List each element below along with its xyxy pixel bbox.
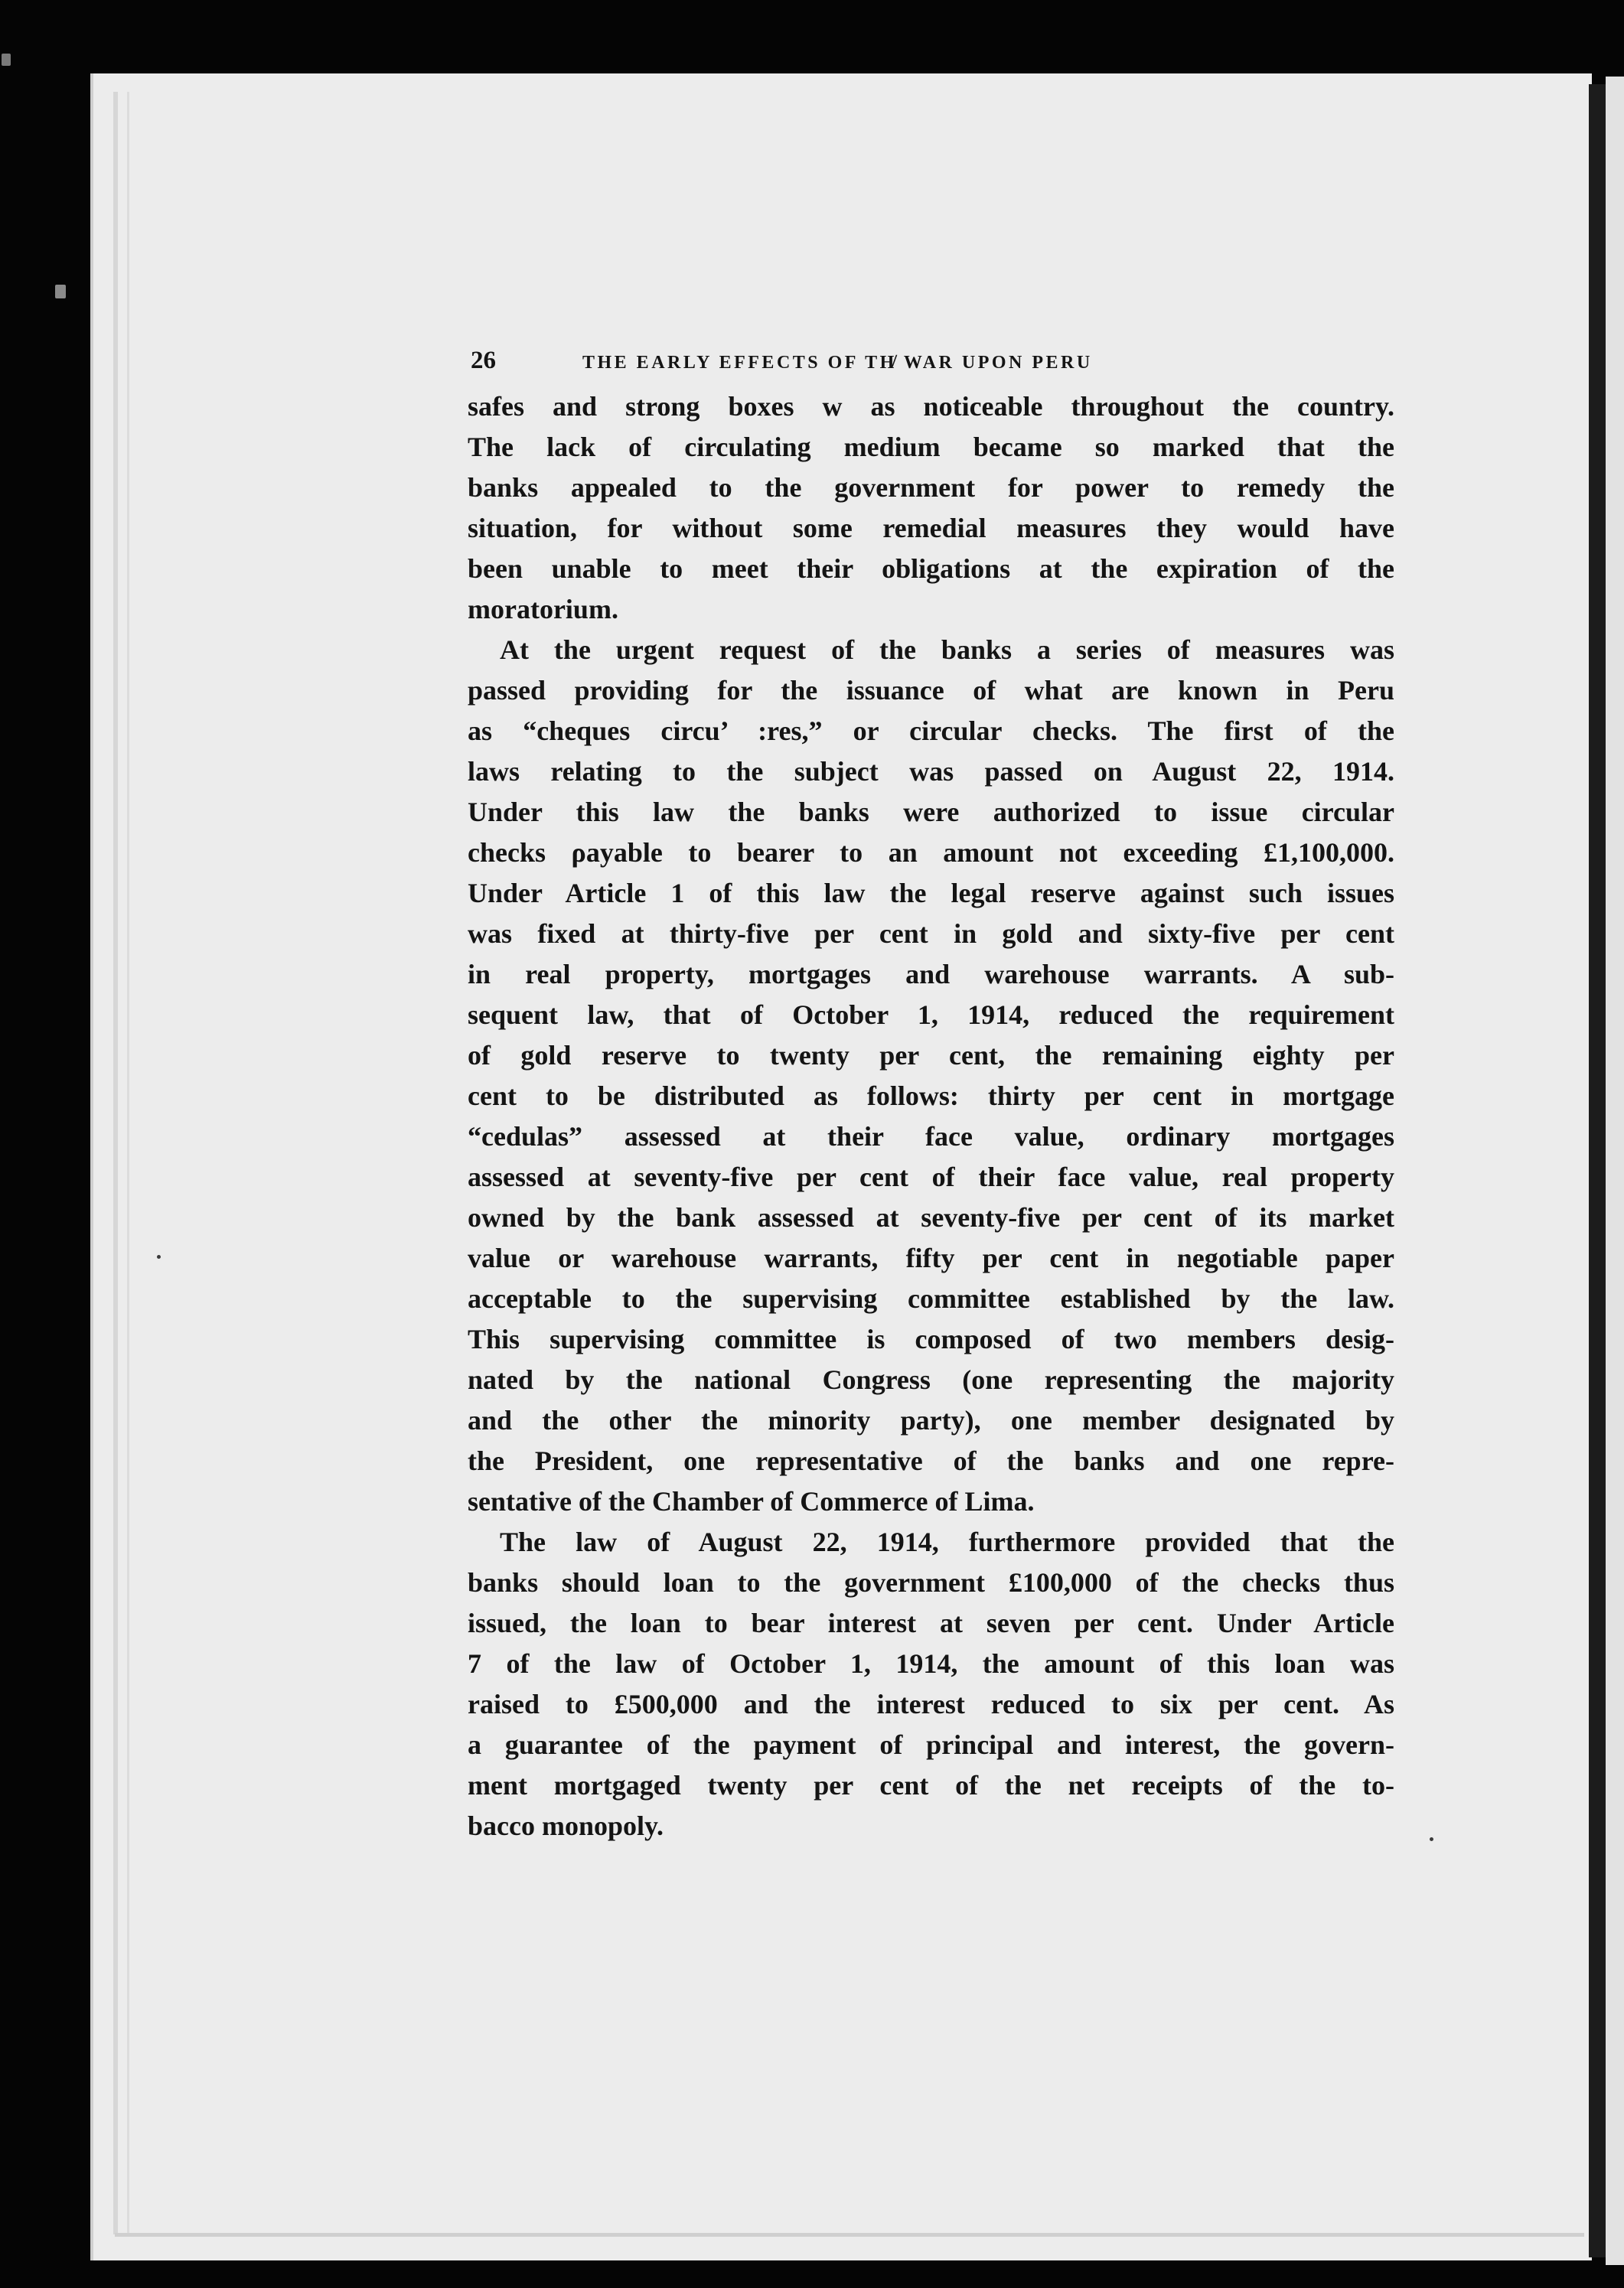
- scan-artifact: [2, 54, 11, 66]
- page-number: 26: [471, 347, 496, 374]
- text-line: At the urgent request of the banks a series of measures was: [500, 634, 1394, 665]
- running-title: THE EARLY EFFECTS OF TH̸ WAR UPON PERU: [582, 353, 1093, 373]
- text-line: checks ρayable to bearer to an amount not exceeding £1,100,000.: [468, 837, 1394, 868]
- text-line: passed providing for the issuance of what are known in Peru: [468, 675, 1394, 706]
- text-line: in real property, mortgages and warehouse warrants. A sub-: [468, 959, 1394, 989]
- text-line: The law of August 22, 1914, furthermore provided that the: [500, 1527, 1394, 1557]
- text-line: bacco monopoly.: [468, 1811, 664, 1841]
- page-edge-stripe: [115, 2233, 1584, 2237]
- text-line: acceptable to the supervising committee established by the law.: [468, 1283, 1394, 1314]
- paragraph: [468, 386, 1394, 630]
- text-line: The lack of circulating medium became so marked that the: [468, 432, 1394, 462]
- paragraph: [468, 630, 1394, 1522]
- text-line: situation, for without some remedial measures they would have: [468, 513, 1394, 543]
- text-line: as “cheques circu’ :res,” or circular checks. The first of the: [468, 715, 1394, 746]
- scan-artifact: [55, 285, 66, 298]
- page-edge-stripe: [127, 92, 129, 2234]
- text-line: the President, one representative of the banks and one repre-: [468, 1445, 1394, 1476]
- page-text: [468, 341, 1394, 1846]
- text-line: was fixed at thirty-five per cent in gold and sixty-five per cent: [468, 918, 1394, 949]
- scan-speck: [1430, 1837, 1433, 1841]
- text-line: cent to be distributed as follows: thirty per cent in mortgage: [468, 1080, 1394, 1111]
- text-line: nated by the national Congress (one representing the majority: [468, 1364, 1394, 1395]
- text-line: sequent law, that of October 1, 1914, reduced the requirement: [468, 999, 1394, 1030]
- body-text: [468, 386, 1394, 1846]
- text-line: ment mortgaged twenty per cent of the net receipts of the to-: [468, 1770, 1394, 1801]
- text-line: assessed at seventy-five per cent of their face value, real property: [468, 1162, 1394, 1192]
- text-line: owned by the bank assessed at seventy-five per cent of its market: [468, 1202, 1394, 1233]
- text-line: of gold reserve to twenty per cent, the remaining eighty per: [468, 1040, 1394, 1071]
- text-line: value or warehouse warrants, fifty per cent in negotiable paper: [468, 1243, 1394, 1273]
- text-line: moratorium.: [468, 594, 618, 624]
- running-head: [468, 341, 1394, 380]
- text-line: issued, the loan to bear interest at seven per cent. Under Article: [468, 1608, 1394, 1638]
- text-line: sentative of the Chamber of Commerce of Lima.: [468, 1486, 1035, 1517]
- text-line: banks appealed to the government for power to remedy the: [468, 472, 1394, 503]
- page-edge-stripe: [113, 92, 118, 2234]
- text-line: Under Article 1 of this law the legal reserve against such issues: [468, 878, 1394, 908]
- page-edge-shadow: [1589, 84, 1606, 2257]
- text-line: safes and strong boxes w as noticeable throughout the country.: [468, 391, 1394, 422]
- text-line: Under this law the banks were authorized to issue circular: [468, 797, 1394, 827]
- paragraph: [468, 1522, 1394, 1846]
- text-line: 7 of the law of October 1, 1914, the amount of this loan was: [468, 1648, 1394, 1679]
- scan-speck: [157, 1255, 161, 1259]
- text-line: “cedulas” assessed at their face value, ordinary mortgages: [468, 1121, 1394, 1152]
- text-line: a guarantee of the payment of principal and interest, the govern-: [468, 1729, 1394, 1760]
- page-edge-light: [1606, 77, 1624, 2265]
- text-line: and the other the minority party), one member designated by: [468, 1405, 1394, 1436]
- text-line: been unable to meet their obligations at the expiration of the: [468, 553, 1394, 584]
- text-line: banks should loan to the government £100,000 of the checks thus: [468, 1567, 1394, 1598]
- text-line: This supervising committee is composed of two members desig-: [468, 1324, 1394, 1354]
- text-line: raised to £500,000 and the interest reduced to six per cent. As: [468, 1689, 1394, 1719]
- text-line: laws relating to the subject was passed on August 22, 1914.: [468, 756, 1394, 787]
